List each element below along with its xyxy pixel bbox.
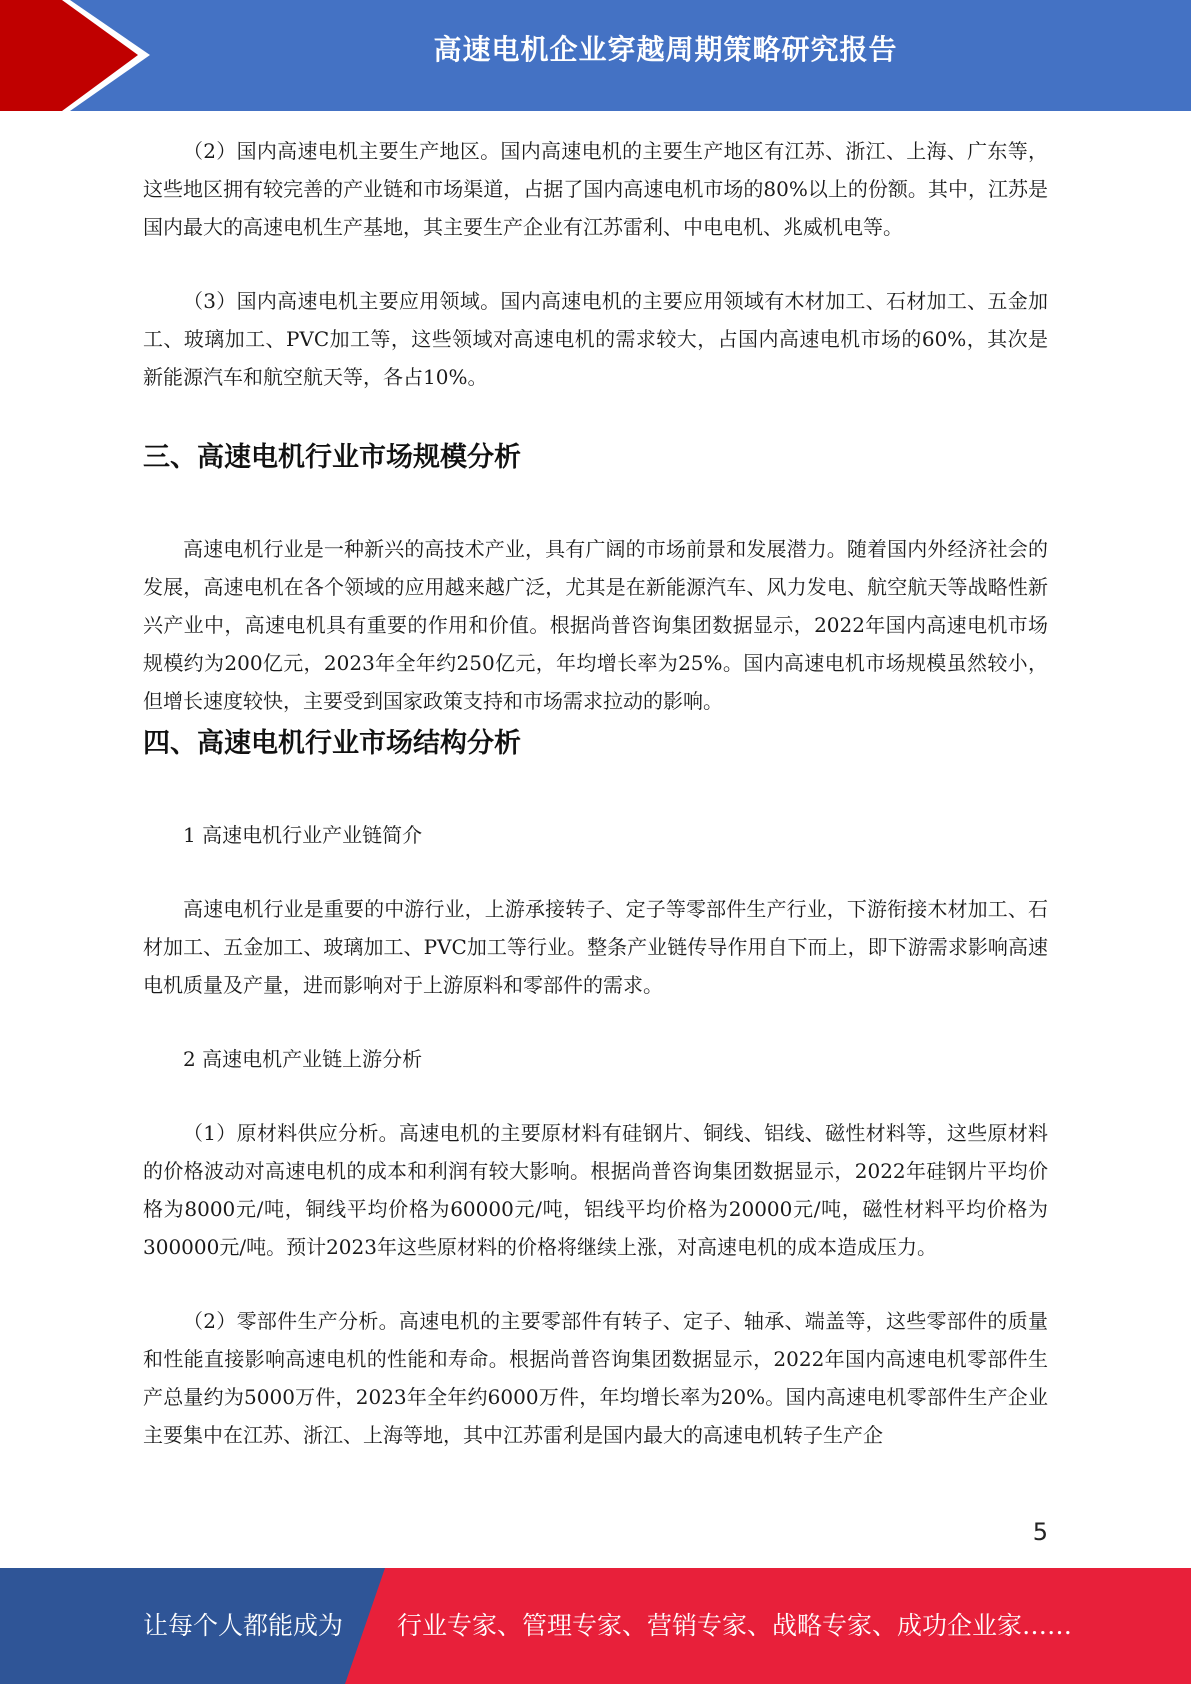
paragraph-application-fields <box>143 282 1048 396</box>
paragraph-market-size <box>143 530 1048 720</box>
paragraph-text: 高速电机行业是一种新兴的高技术产业，具有广阔的市场前景和发展潜力。随着国内外经济社会的发展，高速电机在各个领域的应用越来越广泛，尤其是在新能源汽车、风力发电、航空航天等战略性新兴产业中，高速电机具有重要的作用和价值。根据尚普咨询集团数据显示，2022年国内高速电机市场规模约为200亿元，2023年全年约250亿元，年均增长率为25%。国内高速电机市场规模虽然较小，但增长速度较快，主要受到国家政策支持和市场需求拉动的影响。 <box>143 537 1048 713</box>
paragraph-text: （2）零部件生产分析。高速电机的主要零部件有转子、定子、轴承、端盖等，这些零部件的质量和性能直接影响高速电机的性能和寿命。根据尚普咨询集团数据显示，2022年国内高速电机零部件生产总量约为5000万件，2023年全年约6000万件，年均增长率为20%。国内高速电机零部件生产企业主要集中在江苏、浙江、上海等地，其中江苏雷利是国内最大的高速电机转子生产企 <box>143 1309 1048 1447</box>
section-heading-market-size: 三、高速电机行业市场规模分析 <box>143 442 521 473</box>
paragraph-raw-materials <box>143 1114 1048 1266</box>
subheading-industry-chain: 1 高速电机行业产业链简介 <box>183 823 423 847</box>
paragraph-text: （1）原材料供应分析。高速电机的主要原材料有硅钢片、铜线、铝线、磁性材料等，这些原材料的价格波动对高速电机的成本和利润有较大影响。根据尚普咨询集团数据显示，2022年硅钢片平均价格为8000元/吨，铜线平均价格为60000元/吨，铝线平均价格为20000元/吨，磁性材料平均价格为300000元/吨。预计2023年这些原材料的价格将继续上涨，对高速电机的成本造成压力。 <box>143 1121 1048 1259</box>
paragraph-components <box>143 1302 1048 1454</box>
page-header <box>0 0 1191 111</box>
paragraph-text: （3）国内高速电机主要应用领域。国内高速电机的主要应用领域有木材加工、石材加工、五金加工、玻璃加工、PVC加工等，这些领域对高速电机的需求较大，占国内高速电机市场的60%，其次是新能源汽车和航空航天等，各占10%。 <box>143 289 1048 389</box>
paragraph-text: （2）国内高速电机主要生产地区。国内高速电机的主要生产地区有江苏、浙江、上海、广东等，这些地区拥有较完善的产业链和市场渠道，占据了国内高速电机市场的80%以上的份额。其中，江苏是国内最大的高速电机生产基地，其主要生产企业有江苏雷利、中电电机、兆威机电等。 <box>143 139 1048 239</box>
subheading-upstream-analysis: 2 高速电机产业链上游分析 <box>183 1047 423 1071</box>
footer-slogan-right: 行业专家、管理专家、营销专家、战略专家、成功企业家…… <box>397 1611 1073 1640</box>
report-title: 高速电机企业穿越周期策略研究报告 <box>433 33 898 66</box>
page-body <box>143 132 1048 1454</box>
page-number: 5 <box>1032 1518 1048 1546</box>
page-footer <box>0 1568 1191 1684</box>
section-heading-market-structure: 四、高速电机行业市场结构分析 <box>143 728 521 759</box>
footer-slogan-left: 让每个人都能成为 <box>143 1611 344 1640</box>
paragraph-industry-chain <box>143 890 1048 1004</box>
paragraph-production-regions <box>143 132 1048 246</box>
paragraph-text: 高速电机行业是重要的中游行业，上游承接转子、定子等零部件生产行业，下游衔接木材加工、石材加工、五金加工、玻璃加工、PVC加工等行业。整条产业链传导作用自下而上，即下游需求影响高速电机质量及产量，进而影响对于上游原料和零部件的需求。 <box>143 897 1048 997</box>
